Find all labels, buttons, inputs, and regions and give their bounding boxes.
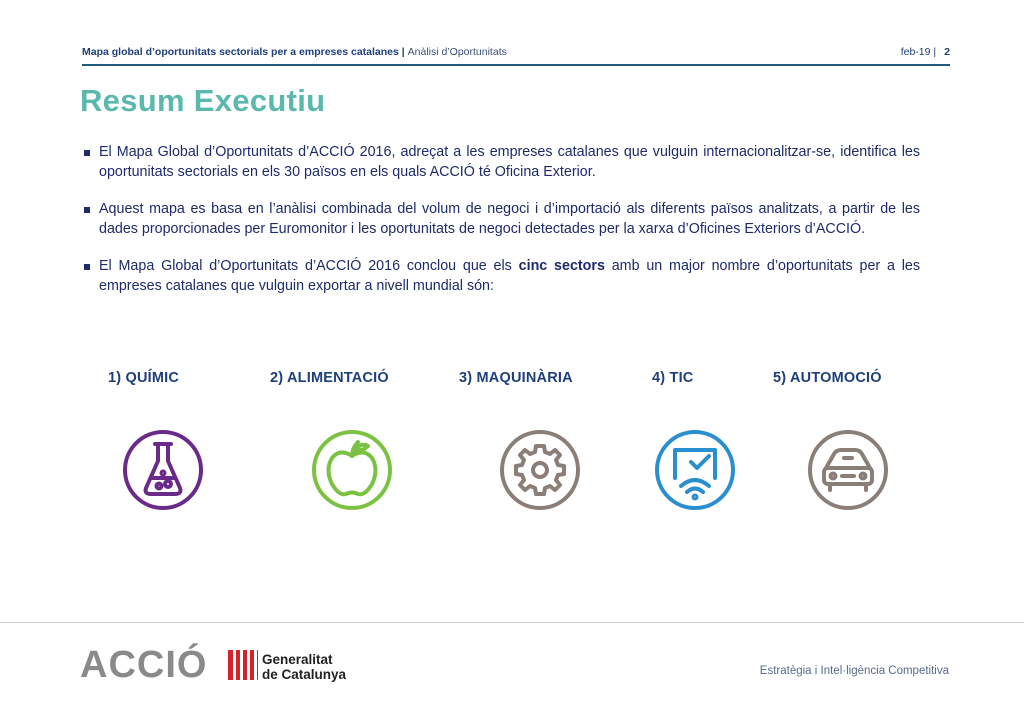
apple-icon: [310, 428, 394, 512]
bullet-text-bold: cinc sectors: [518, 258, 605, 274]
bullet-item: [82, 257, 920, 296]
bullet-text: El Mapa Global d’Oportunitats d’ACCIÓ 2016, adreçat a les empreses catalanes que vulguin internacionalitzar-se, identifica les oportunitats sectorials en els 30 països en els quals ACCIÓ té Oficina Exterior.: [99, 144, 920, 180]
bullet-item: [82, 143, 920, 182]
wifi-tablet-icon: [653, 428, 737, 512]
generalitat-logo-text: [262, 652, 346, 682]
header-separator: |: [398, 46, 408, 58]
bullet-text: Aquest mapa es basa en l’anàlisi combinada del volum de negoci i d’importació als diferents països analitzats, a partir de les dades proporcionades per Euromonitor i les oportunitats de negoci detectades per la xarxa d’Oficines Exteriors d’ACCIÓ.: [99, 201, 920, 237]
page-header: [82, 44, 950, 66]
footer-divider: [0, 622, 1024, 623]
page-title: Resum Executiu: [80, 83, 326, 118]
flask-icon: [121, 428, 205, 512]
sector-label-maquinaria: 3) MAQUINÀRIA: [459, 370, 573, 386]
bullet-list: [82, 143, 920, 314]
header-title-text: Mapa global d’oportunitats sectorials per a empreses catalanes: [82, 46, 399, 58]
footer-department: Estratègia i Intel·ligència Competitiva: [759, 665, 949, 677]
gear-icon: [498, 428, 582, 512]
generalitat-line-2: de Catalunya: [262, 667, 347, 682]
header-date: feb-19: [900, 46, 931, 58]
bullet-item: [82, 200, 920, 239]
header-subtitle: Anàlisi d’Oportunitats: [407, 46, 507, 58]
sector-label-tic: 4) TIC: [652, 370, 694, 386]
bullet-text: El Mapa Global d’Oportunitats d’ACCIÓ 2016 conclou que els: [99, 258, 519, 274]
sector-label-alimentacio: 2) ALIMENTACIÓ: [270, 370, 389, 386]
bullet-text: amb un major nombre d’oportunitats per a les empreses catalanes que vulguin exportar a nivell mundial són:: [99, 258, 920, 294]
header-title: [82, 46, 507, 58]
header-date-separator: |: [930, 46, 937, 58]
sector-label-automocio: 5) AUTOMOCIÓ: [773, 370, 882, 386]
page-number: 2: [944, 46, 950, 58]
sector-label-quimic: 1) QUÍMIC: [108, 370, 180, 386]
generalitat-line-1: Generalitat: [262, 652, 333, 667]
car-icon: [806, 428, 890, 512]
generalitat-logo-icon: [228, 650, 258, 680]
header-right: [901, 46, 950, 58]
accio-logo: ACCIÓ: [80, 644, 208, 686]
